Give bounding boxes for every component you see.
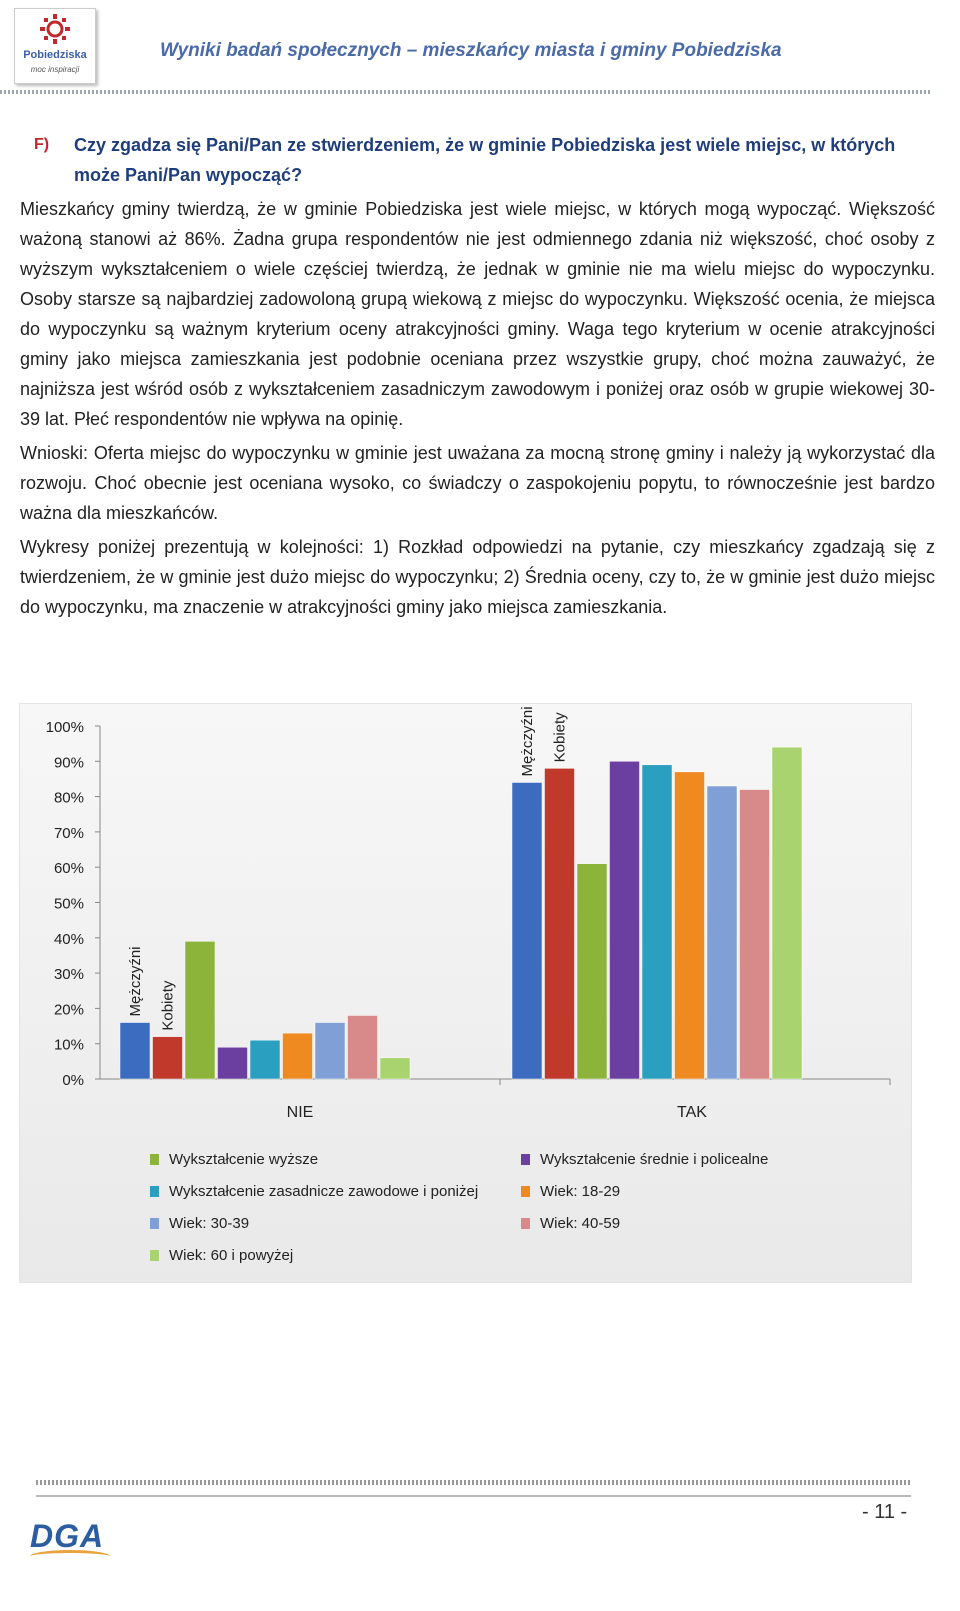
legend-item [150, 1247, 293, 1264]
footer-line [36, 1495, 911, 1497]
y-tick-label: 100% [45, 719, 84, 736]
bar [675, 772, 705, 1079]
pobiedziska-logo [14, 8, 96, 84]
bar [740, 790, 770, 1079]
legend-item [150, 1183, 478, 1200]
bar [707, 786, 737, 1079]
legend-label: Wiek: 40-59 [540, 1215, 621, 1232]
bar [283, 1033, 313, 1079]
page-number: - 11 - [862, 1501, 908, 1523]
bar [772, 747, 802, 1079]
legend-swatch [150, 1218, 159, 1229]
bar [545, 768, 575, 1079]
bar [218, 1047, 248, 1079]
dga-logo-swoosh [30, 1550, 110, 1563]
legend-label: Wiek: 30-39 [169, 1215, 250, 1232]
bar [153, 1037, 183, 1079]
paragraph-summary: Mieszkańcy gminy twierdzą, że w gminie Pobiedziska jest wiele miejsc, w których mogą wypocząć. Większość ważoną stanowi aż 86%. Żadna grupa respondentów nie jest odmiennego zdania niż większość, choć osoby z wyższym wykształceniem o wiele częściej twierdzą, że jednak w gminie nie ma wielu miejsc do wypoczynku. Osoby starsze są najbardziej zadowoloną grupą wiekową z miejsc do wypoczynku. Większość ocenia, że miejsca do wypoczynku są ważnym kryterium oceny atrakcyjności gminy. Waga tego kryterium w ocenie atrakcyjności gminy jako miejsca zamieszkania jest podobnie oceniana przez wszystkie grupy, choć można zauważyć, że najniższa jest wśród osób z wykształceniem zasadniczym zawodowym i poniżej oraz osób w grupie wiekowej 30-39 lat. Płeć respondentów nie wpływa na opinię. [20, 199, 935, 429]
legend-swatch [521, 1154, 530, 1165]
x-category-label: TAK [677, 1104, 707, 1121]
bar-series-label: Kobiety [159, 980, 177, 1031]
paragraph-charts-intro: Wykresy poniżej prezentują w kolejności: 1) Rozkład odpowiedzi na pytanie, czy mieszkańcy zgadzają się z twierdzeniem, że w gminie jest dużo miejsc do wypoczynku; 2) Średnia oceny, czy to, że w gminie jest dużo miejsc do wypoczynku, ma znaczenie w atrakcyjności gminy jako miejsca zamieszkania. [20, 537, 935, 617]
legend-label: Wiek: 60 i powyżej [169, 1247, 294, 1264]
bar [610, 761, 640, 1079]
legend-label: Wykształcenie zasadnicze zawodowe i poniżej [169, 1183, 479, 1200]
logo-name: Pobiedziska [23, 49, 87, 61]
bar [512, 782, 542, 1079]
bar-series-label: Mężczyźni [519, 706, 536, 777]
bar [315, 1023, 345, 1079]
legend-label: Wiek: 18-29 [540, 1183, 621, 1200]
document-body [20, 130, 935, 626]
chart-plot [20, 704, 911, 1144]
legend-item [521, 1151, 768, 1168]
y-tick-label: 40% [53, 930, 84, 948]
sun-emblem-icon [39, 13, 71, 45]
legend-item [521, 1215, 620, 1232]
question-text: Czy zgadza się Pani/Pan ze stwierdzeniem, że w gminie Pobiedziska jest wiele miejsc, w których może Pani/Pan wypocząć? [74, 135, 896, 185]
legend-label: Wykształcenie wyższe [169, 1151, 319, 1168]
legend-item [521, 1183, 620, 1200]
bar [120, 1023, 150, 1079]
legend-item [150, 1151, 318, 1168]
legend-swatch [150, 1154, 159, 1165]
paragraph-conclusions: Wnioski: Oferta miejsc do wypoczynku w gminie jest uważana za mocną stronę gminy i należy ją wykorzystać dla rozwoju. Choć obecnie jest oceniana wysoko, co świadczy o zaspokojeniu popytu, to równocześnie jest bardzo ważna dla mieszkańców. [20, 443, 935, 523]
bar [642, 765, 672, 1079]
y-tick-label: 90% [53, 754, 84, 772]
legend-swatch [521, 1218, 530, 1229]
dga-logo: DGA [30, 1518, 105, 1554]
bar [348, 1015, 378, 1079]
legend-swatch [521, 1186, 530, 1197]
question-letter: F) [34, 136, 50, 153]
question-heading [20, 130, 935, 190]
y-tick-label: 60% [53, 860, 84, 878]
page-header [0, 0, 960, 100]
legend-swatch [150, 1250, 159, 1261]
header-title: Wyniki badań społecznych – mieszkańcy miasta i gminy Pobiedziska [160, 40, 782, 61]
bar [250, 1040, 280, 1079]
x-category-label: NIE [286, 1104, 314, 1121]
bar-series-label: Mężczyźni [127, 946, 144, 1017]
footer-divider [36, 1480, 911, 1485]
y-tick-label: 50% [53, 895, 84, 913]
y-tick-label: 30% [53, 966, 84, 984]
logo-tagline: moc inspiracji [30, 65, 80, 74]
y-tick-label: 0% [62, 1072, 84, 1089]
bar [577, 864, 607, 1079]
legend-item [150, 1215, 249, 1232]
y-tick-label: 70% [53, 824, 84, 842]
header-divider [0, 90, 930, 94]
y-tick-label: 10% [53, 1036, 84, 1054]
bar-chart [19, 703, 912, 1283]
legend-swatch [150, 1186, 159, 1197]
bar [185, 941, 215, 1079]
y-tick-label: 20% [53, 1001, 84, 1019]
bar [380, 1058, 410, 1079]
bar-series-label: Kobiety [551, 712, 569, 763]
legend-label: Wykształcenie średnie i policealne [540, 1151, 769, 1168]
y-tick-label: 80% [53, 789, 84, 807]
